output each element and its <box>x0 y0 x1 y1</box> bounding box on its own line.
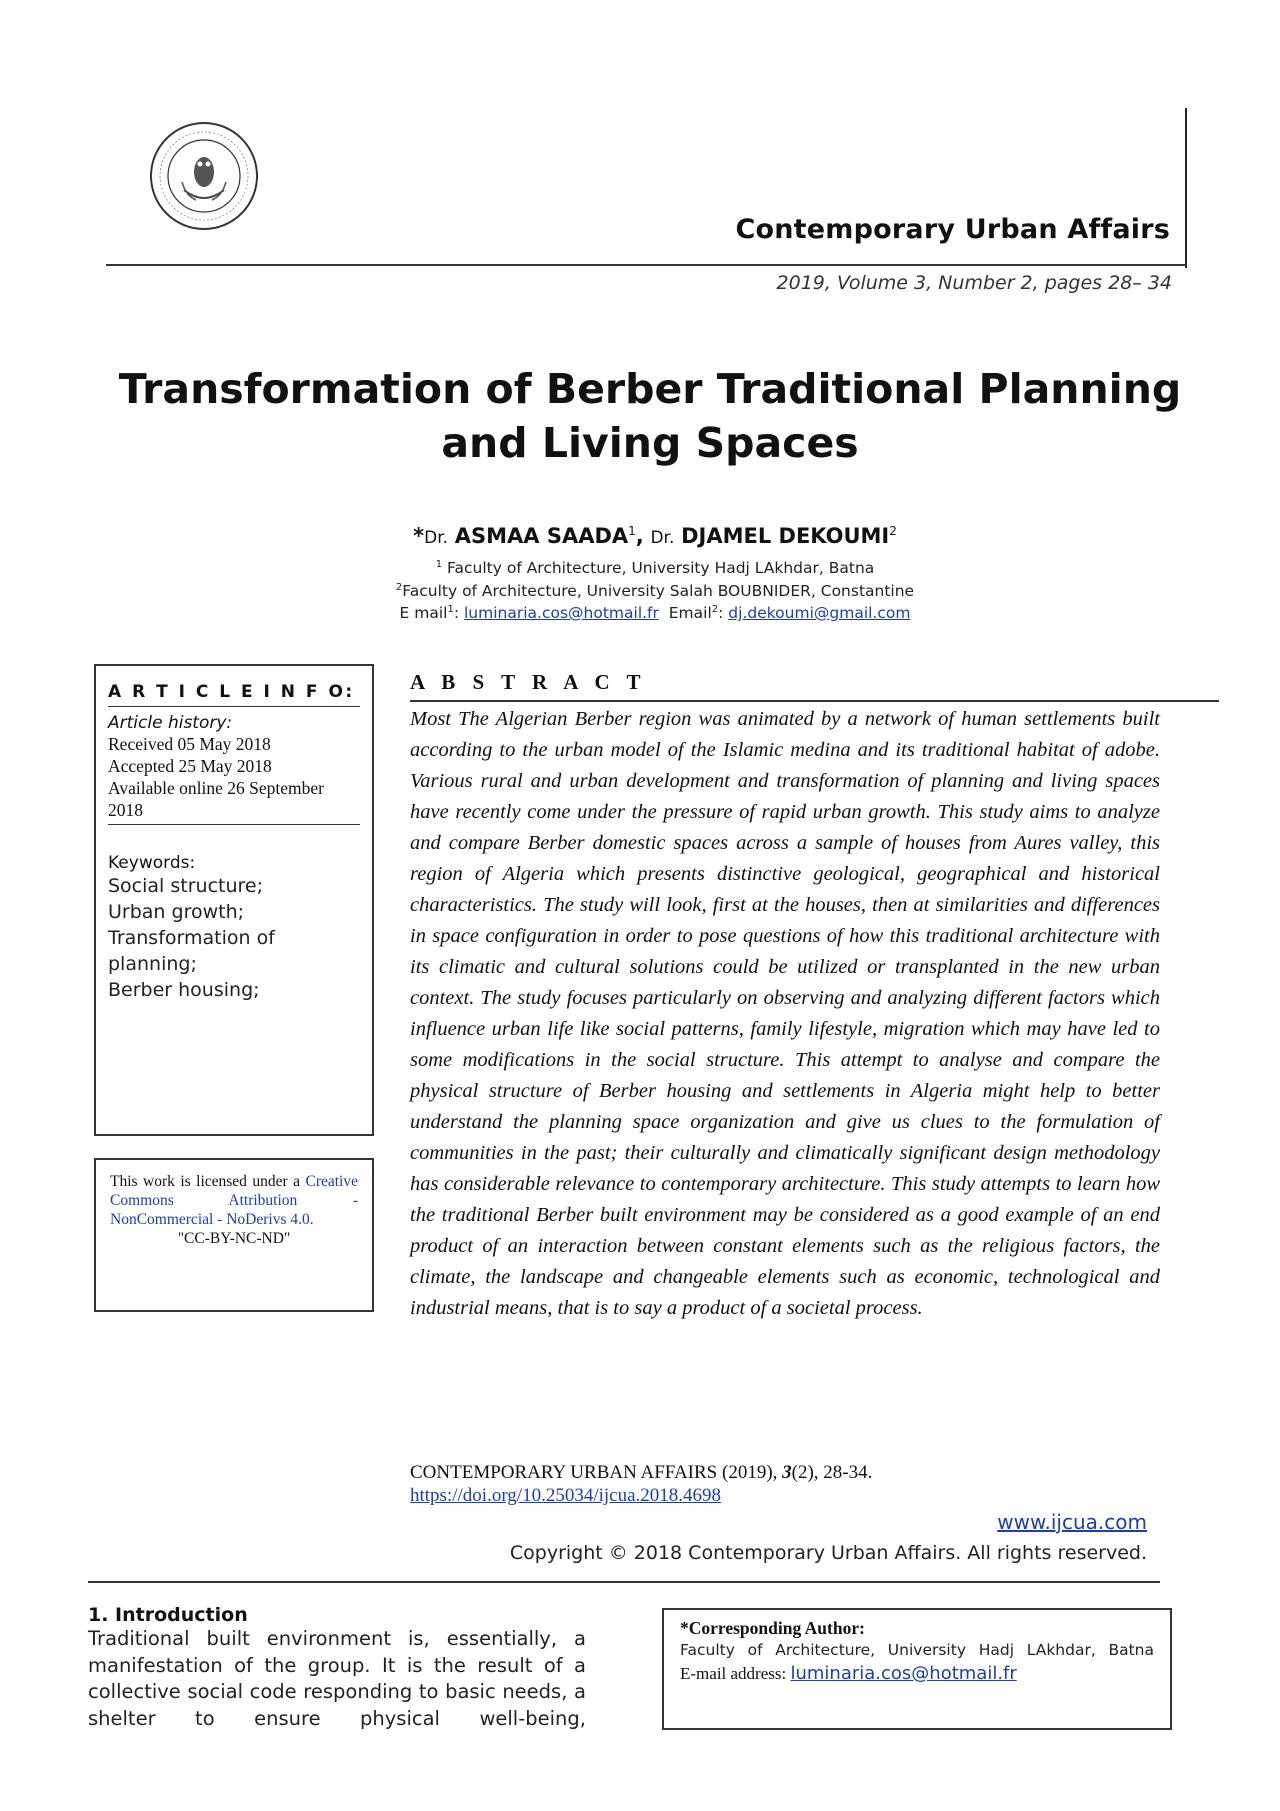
website-link[interactable]: www.ijcua.com <box>997 1510 1147 1534</box>
seal-icon <box>148 120 260 232</box>
citation-journal: CONTEMPORARY URBAN AFFAIRS (2019), <box>410 1462 778 1483</box>
header-vertical-rule <box>1185 108 1187 268</box>
aff1-text: Faculty of Architecture, University Hadj LAkhdar, Batna <box>447 559 875 578</box>
volume-info: 2019, Volume 3, Number 2, pages 28– 34 <box>776 272 1172 294</box>
author2-prefix: Dr. <box>650 528 675 548</box>
header-rule <box>106 264 1187 266</box>
keywords-label: Keywords: <box>108 853 196 873</box>
email1-link[interactable]: luminaria.cos@hotmail.fr <box>463 604 659 623</box>
introduction-heading: 1. Introduction <box>88 1604 248 1626</box>
introduction-text: Traditional built environment is, essentially, a manifestation of the group. It is the result of a collective social code responding to basic needs, a shelter to ensure physical well-being, <box>88 1627 586 1730</box>
corresponding-star: * <box>413 524 425 548</box>
keyword-item: Transformation of planning; <box>108 927 275 975</box>
citation-issue: (2), 28-34. <box>791 1462 873 1483</box>
history-label: Article history: <box>108 713 233 733</box>
email2-link[interactable]: dj.dekoumi@gmail.com <box>728 604 911 623</box>
keyword-item: Urban growth; <box>108 901 245 923</box>
author2-name: DJAMEL DEKOUMI <box>681 524 890 548</box>
license-link[interactable]: Creative Commons Attribution - NonCommercial - NoDerivs 4.0. <box>110 1173 358 1228</box>
article-history <box>108 713 360 825</box>
website-wrapper <box>997 1510 1147 1534</box>
article-info-box <box>94 664 374 1136</box>
corresponding-label: *Corresponding Author: <box>680 1618 865 1638</box>
author-separator: , <box>635 524 644 548</box>
keyword-item: Berber housing; <box>108 979 260 1001</box>
corresponding-email-label: E-mail address: <box>680 1664 787 1683</box>
aff1-sup: 1 <box>435 559 443 570</box>
corresponding-author-box <box>662 1608 1172 1730</box>
aff2-sup: 2 <box>395 582 403 593</box>
journal-seal-logo <box>148 120 260 232</box>
license-code: "CC-BY-NC-ND" <box>177 1230 291 1247</box>
abstract-rule <box>410 700 1219 702</box>
affiliation-2 <box>0 582 1280 600</box>
author2-sup: 2 <box>889 524 897 538</box>
accepted-date: Accepted 25 May 2018 <box>108 756 272 776</box>
citation-line <box>410 1460 872 1485</box>
email1-sup: 1 <box>447 604 454 615</box>
copyright-notice: Copyright © 2018 Contemporary Urban Affairs. All rights reserved. <box>509 1542 1147 1564</box>
section-rule <box>88 1581 1160 1583</box>
email2-label: Email <box>668 604 712 623</box>
available-date: Available online 26 September 2018 <box>108 778 324 820</box>
email1-label: E mail <box>399 604 448 623</box>
abstract-text: Most The Algerian Berber region was animated by a network of human settlements built according to the urban model of the Islamic medina and its traditional habitat of adobe. Various rural and urban development and transformation of planning and living spaces have recently come under the pressure of rapid urban growth. This study aims to analyze and compare Berber domestic spaces across a sample of houses from Aures valley, this region of Algeria which presents distinctive geological, geographical and historical characteristics. The study will look, first at the houses, then at similarities and differences in space configuration in order to pose questions of how this traditional architecture with its climatic and cultural solutions could be utilized or transplanted in the new urban context. The study focuses particularly on observing and analyzing different factors which influence urban life like social patterns, family lifestyle, migration which may have led to some modifications in the social structure. This attempt to analyse and compare the physical structure of Berber housing and settlements in Algeria might help to better understand the planning space organization and give us clues to the formulation of communities in the past; their culturally and climatically significant design methodology has considerable relevance to contemporary architecture. This study attempts to learn how the traditional Berber built environment may be considered as a good example of an end product of an interaction between constant elements such as the religious factors, the climate, the landscape and changeable elements such as economic, technological and industrial means, that is to say a product of a societal process. <box>410 708 1160 1319</box>
email2-sup: 2 <box>711 604 719 615</box>
keyword-item: Social structure; <box>108 875 263 897</box>
journal-name: Contemporary Urban Affairs <box>735 214 1170 245</box>
corresponding-email-line <box>680 1663 1154 1684</box>
doi-link-wrapper <box>410 1485 721 1507</box>
paper-title: Transformation of Berber Traditional Planning and Living Spaces <box>118 365 1182 467</box>
author1-sup: 1 <box>628 524 636 538</box>
received-date: Received 05 May 2018 <box>108 734 271 754</box>
citation-volume: 3 <box>782 1462 792 1483</box>
license-box <box>94 1158 374 1312</box>
corresponding-email-link[interactable]: luminaria.cos@hotmail.fr <box>790 1663 1017 1684</box>
author1-prefix: Dr. <box>424 528 449 548</box>
author1-name: ASMAA SAADA <box>454 524 629 548</box>
doi-link[interactable]: https://doi.org/10.25034/ijcua.2018.4698 <box>410 1485 722 1506</box>
corresponding-affiliation: Faculty of Architecture, University Hadj LAkhdar, Batna <box>680 1641 1154 1659</box>
affiliation-1 <box>0 559 1280 577</box>
aff2-text: Faculty of Architecture, University Salah BOUBNIDER, Constantine <box>402 582 915 601</box>
email-line: E mail$^1$: luminaria.cos@hotmail.fr Email$^2$: dj.dekoumi@gmail.com <box>399 604 911 623</box>
article-info-heading: A R T I C L E I N F O: <box>108 674 360 707</box>
abstract-heading: A B S T R A C T <box>410 670 647 694</box>
license-prefix: This work is licensed under a <box>110 1173 301 1190</box>
author-line <box>0 524 1280 548</box>
